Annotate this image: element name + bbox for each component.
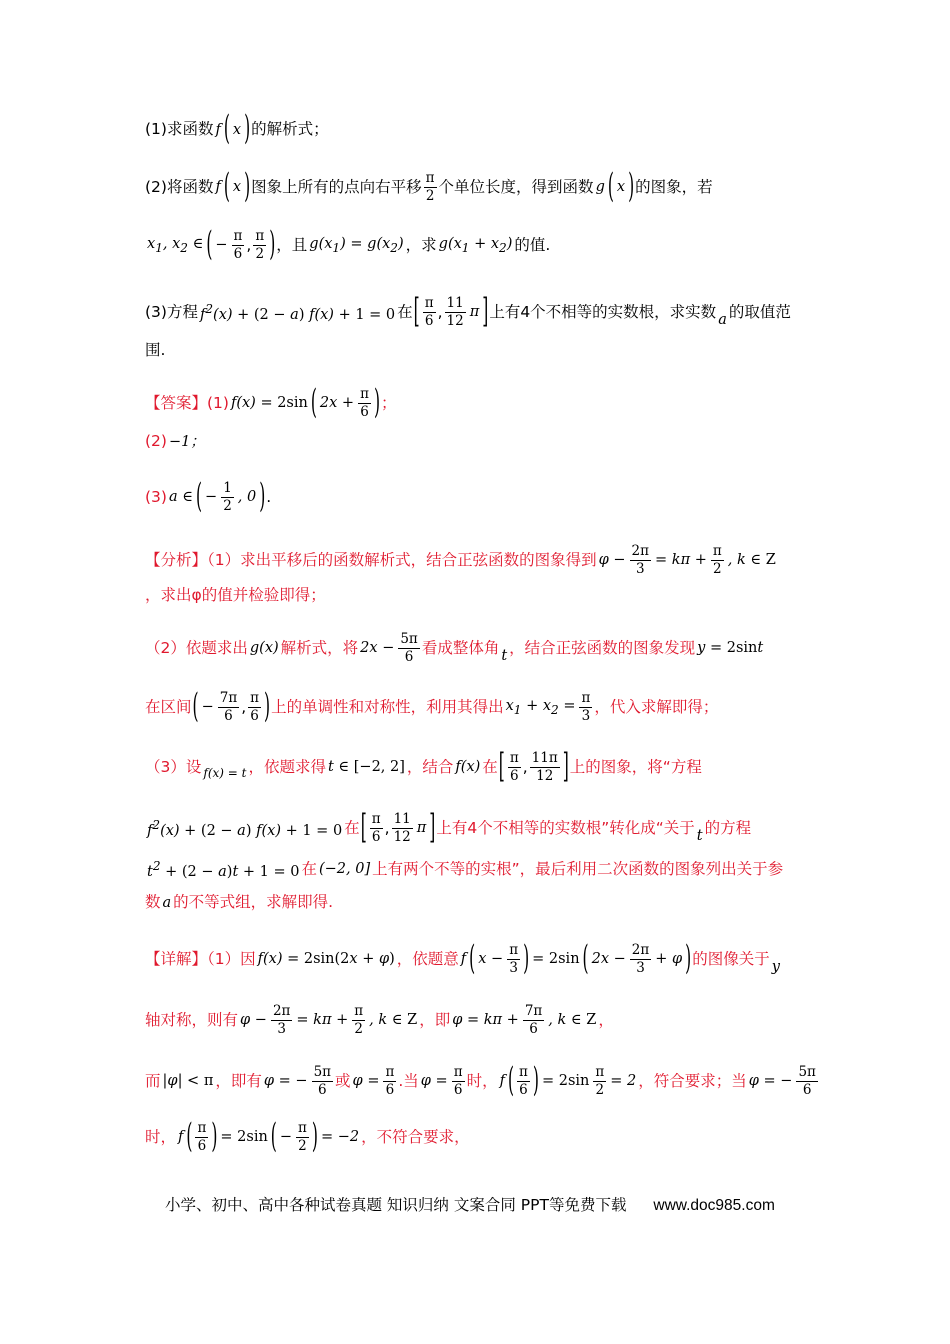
- site-link[interactable]: www.doc985.com: [653, 1197, 775, 1214]
- question-3-line-1: (3)方程 $f^2(x) + (2 - a) f(x) + 1 = 0$ 在 [ $\frac{\pi}{6}$ , $\frac{11}{12}$ π ] 上有4个不相等的实数根，求实数 a 的取值范: [145, 290, 791, 331]
- analysis-3b: $f^2(x) + (2 - a) f(x) + 1 = 0$ 在 [ $\frac{\pi}{6}$ , $\frac{11}{12}$ π ] 上有4个不相等的实数根”转化成“关于 t 的方程: [147, 806, 752, 847]
- analysis-2: （2）依题求出 g(x) 解析式，将 2x − $\frac{5\pi}{6}$ 看成整体角 t ，结合正弦函数的图象发现 y = 2sint: [145, 631, 764, 665]
- analysis-3d: 数 a 的不等式组，求解即得.: [145, 893, 334, 911]
- question-2-line-2: $x_1$, $x_2$ ∈ ( − $\frac{\pi}{6}$ , $\frac{\pi}{2}$ ) ，且 $g(x_1) = g(x_2)$ ，求 $g(x_1 + x_2)$ 的值.: [147, 223, 551, 264]
- answer-2: (2) −1；: [145, 432, 205, 450]
- question-2-line-1: (2)将函数 f ( x ) 图象上所有的点向右平移 $\frac{\pi}{2}$ 个单位长度，得到函数 g ( x ) 的图象，若: [145, 165, 713, 206]
- answer-1: 【答案】(1) f(x) = 2sin ( 2x + $\frac{\pi}{6}$ ) ；: [145, 381, 397, 422]
- detail-3: 而 |φ| < π ，即有 φ = − $\frac{5\pi}{6}$ 或 φ = $\frac{\pi}{6}$ .当 φ = $\frac{\pi}{6}$ 时， f ( $\frac{\pi}{6}$ ) = 2sin $\frac{\pi}{2}$ = 2 ，符合要求；当 φ = − $\frac{5\pi}{6}$: [145, 1059, 816, 1100]
- question-3-line-2: 围.: [145, 341, 166, 359]
- analysis-2b: 在区间 ( − $\frac{7\pi}{6}$ , $\frac{\pi}{6}$ ) 上的单调性和对称性，利用其得出 $x_1 + x_2$ = $\frac{\pi}{3}$ ，代入求解即得；: [145, 685, 719, 726]
- analysis-3: （3）设 f(x) = t ，依题求得 t ∈ [−2, 2] ，结合 f(x) 在 [ $\frac{\pi}{6}$ , $\frac{11\pi}{12}$ ] 上的图象，将“方程: [145, 745, 702, 786]
- analysis-1b: ，求出φ的值并检验即得；: [145, 586, 326, 604]
- answer-3: (3) a ∈ ( − $\frac{1}{2}$ , 0 ) .: [145, 475, 272, 516]
- question-1: (1)求函数 f ( x ) 的解析式；: [145, 108, 329, 148]
- page-footer: 小学、初中、高中各种试卷真题 知识归纳 文案合同 PPT等免费下载 www.doc985.com: [165, 1196, 775, 1214]
- analysis-3c: $t^2 + (2 - a)t + 1 = 0$ 在 (−2, 0] 上有两个不等的实根”，最后利用二次函数的图象列出关于参: [147, 859, 784, 880]
- analysis-1: 【分析】（1）求出平移后的函数解析式，结合正弦函数的图象得到 φ − $\frac{2\pi}{3}$ = kπ + $\frac{\pi}{2}$ , k ∈ Z: [145, 543, 776, 577]
- detail-1: 【详解】（1）因 f(x) = 2sin(2x + φ) ，依题意 f ( x − $\frac{\pi}{3}$ ) = 2sin ( 2x − $\frac{2\pi}{3}$ + φ ) 的图像关于 y: [145, 937, 780, 978]
- detail-4: 时， f ( $\frac{\pi}{6}$ ) = 2sin ( − $\frac{\pi}{2}$ ) = −2 ，不符合要求，: [145, 1115, 470, 1156]
- detail-2: 轴对称，则有 φ − $\frac{2\pi}{3}$ = kπ + $\frac{\pi}{2}$ , k ∈ Z ，即 φ = kπ + $\frac{7\pi}{6}$ , k ∈ Z ，: [145, 1003, 614, 1037]
